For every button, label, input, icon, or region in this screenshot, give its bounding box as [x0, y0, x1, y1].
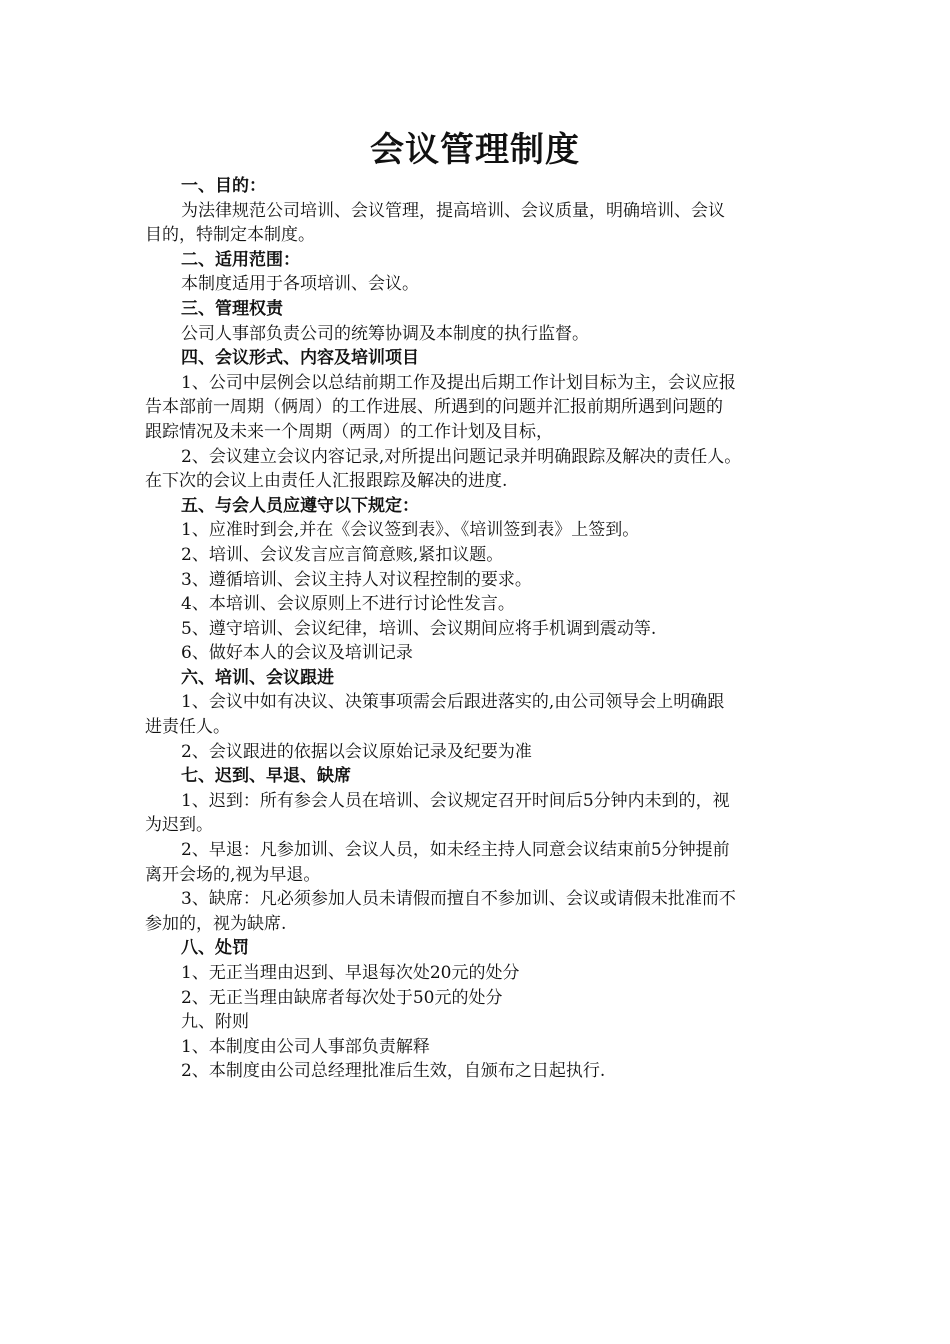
section-heading: 二、适用范围： — [181, 249, 300, 270]
paragraph-line: 1、无正当理由迟到、早退每次处20元的处分 — [181, 963, 520, 983]
paragraph-line: 跟踪情况及未来一个周期（两周）的工作计划及目标， — [145, 421, 553, 442]
paragraph-line: 目的，特制定本制度。 — [145, 225, 315, 246]
section-heading: 八、处罚 — [181, 938, 249, 959]
paragraph-line: 6、做好本人的会议及培训记录 — [181, 643, 413, 664]
paragraph-line: 1、应准时到会,并在《会议签到表》、《培训签到表》上签到。 — [181, 520, 640, 541]
paragraph-line: 在下次的会议上由责任人汇报跟踪及解决的进度. — [145, 471, 508, 492]
document-title: 会议管理制度 — [370, 130, 580, 170]
paragraph-line: 参加的，视为缺席. — [145, 913, 287, 934]
paragraph-line: 2、会议跟进的依据以会议原始记录及纪要为准 — [181, 741, 532, 762]
paragraph-line: 5、遵守培训、会议纪律，培训、会议期间应将手机调到震动等. — [181, 618, 657, 639]
paragraph-line: 3、遵循培训、会议主持人对议程控制的要求。 — [181, 569, 532, 590]
paragraph-line: 1、会议中如有决议、决策事项需会后跟进落实的,由公司领导会上明确跟 — [181, 692, 725, 713]
paragraph-line: 2、培训、会议发言应言简意赅,紧扣议题。 — [181, 544, 504, 565]
section-heading: 三、管理权责 — [181, 298, 283, 319]
paragraph-line: 2、早退：凡参加训、会议人员，如未经主持人同意会议结束前5分钟提前 — [181, 840, 730, 861]
section-heading: 五、与会人员应遵守以下规定： — [181, 495, 419, 516]
paragraph-line: 为迟到。 — [145, 815, 213, 836]
paragraph-line: 公司人事部负责公司的统筹协调及本制度的执行监督。 — [181, 323, 589, 344]
paragraph-line: 3、缺席：凡必须参加人员未请假而擅自不参加训、会议或请假未批准而不 — [181, 889, 736, 910]
paragraph-line: 2、本制度由公司总经理批准后生效，自颁布之日起执行. — [181, 1061, 606, 1082]
section-heading: 六、培训、会议跟进 — [181, 667, 334, 688]
paragraph-line: 1、公司中层例会以总结前期工作及提出后期工作计划目标为主，会议应报 — [181, 372, 736, 393]
document-body — [145, 174, 810, 1084]
paragraph-line: 1、迟到：所有参会人员在培训、会议规定召开时间后5分钟内未到的，视 — [181, 790, 730, 811]
paragraph-line: 告本部前一周期（俩周）的工作进展、所遇到的问题并汇报前期所遇到问题的 — [145, 397, 723, 418]
paragraph-line: 1、本制度由公司人事部负责解释 — [181, 1036, 430, 1057]
section-heading: 一、目的： — [181, 176, 266, 196]
paragraph-line: 本制度适用于各项培训、会议。 — [181, 274, 419, 295]
paragraph-line: 离开会场的,视为早退。 — [145, 864, 321, 885]
section-heading: 四、会议形式、内容及培训项目 — [181, 348, 419, 369]
paragraph-line: 4、本培训、会议原则上不进行讨论性发言。 — [181, 594, 515, 615]
paragraph-line: 进责任人。 — [145, 717, 230, 738]
paragraph-line: 九、附则 — [181, 1012, 249, 1033]
section-heading: 七、迟到、早退、缺席 — [181, 766, 351, 787]
paragraph-line: 为法律规范公司培训、会议管理，提高培训、会议质量，明确培训、会议 — [181, 200, 725, 221]
paragraph-line: 2、无正当理由缺席者每次处于50元的处分 — [181, 987, 503, 1008]
paragraph-line: 2、会议建立会议内容记录,对所提出问题记录并明确跟踪及解决的责任人。 — [181, 446, 742, 467]
